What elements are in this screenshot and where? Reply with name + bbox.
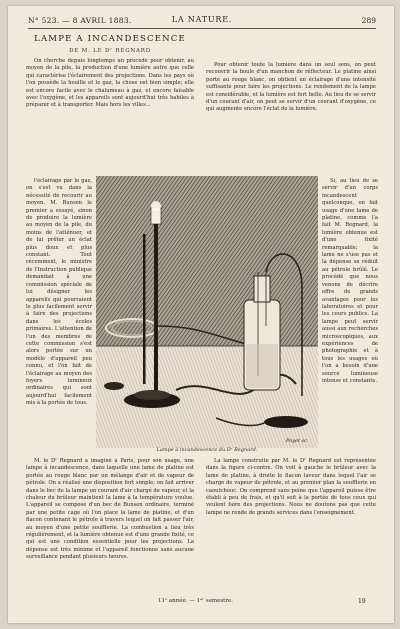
col2-top [206,62,376,174]
lamp-engraving [96,176,318,448]
page-number: 289 [361,16,376,25]
article-author: DE M. LE Dʳ REGNARD [69,48,151,54]
col1-paragraph-1: On cherche depuis longtemps un procédé pour obtenir, au moyen de la pile, la production d'une lumière autre que celle qui caractérise l'éclairement des projections. Dans les pays où l'on possède la houille et le gaz, la chose est bien simple; elle est encore facile avec le chalumeau à gaz, et encore faisable avec l'oxygène, et les appareils sont aujourd'hui très habiles à préparer et à transporter. Mais hors les villes... [26,58,194,109]
col2-paragraph-3: La lampe construite par M. le Dʳ Regnard est représentée dans la figure ci-contre. On voit à gauche le brûleur avec la lame de platine, à droite le flacon laveur dans lequel l'air se charge de vapeur de pétrole, et au premier plan la soufflerie en caoutchouc. On comprend sans peine que l'appareil puisse être établi à peu de frais, et qu'il soit à la portée de tous ceux qui veulent faire des projections. Nous ne doutons pas que cette lampe ne rende de grands services dans l'enseignement. [206,458,376,516]
lamp-illustration [96,176,318,448]
journal-title: LA NATURE. [171,15,233,24]
footer-sheet-number: 19 [358,598,366,605]
article-title: LAMPE A INCANDESCENCE [34,34,186,44]
col2-bottom [206,458,376,594]
col2-wrap [322,178,378,446]
col1-paragraph-2: l'éclairage par le gaz, on s'est vu dans la nécessité de recourir au moyen. M. Bunsen le premier a essayé, sinon de produire la lumière au moyen de la pile, du moins de l'atténuer, et de lui prêter un éclat plus doux et plus constant. Tout récemment, le ministre de l'Instruction publique demandait à une commission spéciale de lui désigner les appareils qui pourraient le plus facilement servir à faire des projections dans les écoles primaires. L'attention de l'un des membres de cette commission s'est alors portée sur un modèle d'appareil peu connu, et l'on fait de l'éclairage au moyen des foyers lumineux ordinaires qui sont aujourd'hui facilement mis à la portée de tous. [26,178,92,407]
page-header [28,14,376,29]
col2-paragraph-2: Si, au lieu de se servir d'un corps incandescent quelconque, on fait usage d'une lame de platine, comme l'a fait M. Regnard, la lumière obtenue est d'une fixité remarquable; la lame ne s'use pas et la dépense se réduit au pétrole brûlé. Le procédé que nous venons de décrire offre de grands avantages pour les laboratoires et pour les cours publics. La lampe peut servir aussi aux recherches microscopiques, aux expériences de photographie et à tous les usages où l'on a besoin d'une source lumineuse intense et constante. [322,178,378,384]
footer-volume: 11ᵉ année. — 1ᵉʳ semestre. [158,598,233,604]
col1-paragraph-3: M. le Dʳ Regnard a imaginé à Paris, pour son usage, une lampe à incandescence, dans laquelle une lame de platine est portée au rouge blanc par un mélange d'air et de vapeur de pétrole. On a réalisé une disposition fort simple; on fait arriver dans le bec de la lampe un courant d'air chargé de vapeur, et la chaleur du brûleur maintient la lame à la température voulue. L'appareil se compose d'un bec de Bunsen ordinaire, terminé par une petite cage où l'on place la lame de platine, et d'un flacon contenant le pétrole à travers lequel on fait passer l'air, au moyen d'une petite soufflerie. La combustion a lieu très régulièrement, et la lumière obtenue est d'une grande fixité, ce qui est une condition essentielle pour les projections. La dépense est très minime et l'appareil fonctionne sans aucune surveillance pendant plusieurs heures. [26,458,194,561]
col1-wrap [26,178,92,446]
journal-page [8,6,394,623]
engraver-signature: Poyet sc. [286,438,309,444]
col1-bottom [26,458,194,594]
issue-date: N° 523. — 8 AVRIL 1883. [28,16,132,25]
col1-top [26,58,194,176]
col2-paragraph-1: Pour obtenir toute la lumière dans un seul sens, on peut recouvrir la boule d'un manchon de réflecteur. Le platine ainsi porté au rouge blanc, on obtient un éclairage d'une intensité suffisante pour faire les projections. Le rendement de la lampe est considérable, et la lumière est fort belle. Au lieu de se servir d'un courant d'air, on peut se servir d'un courant d'oxygène, ce qui augmente encore l'éclat de la lumière. [206,62,376,113]
figure-caption: Lampe à incandescence du Dʳ Regnard. [156,447,258,453]
